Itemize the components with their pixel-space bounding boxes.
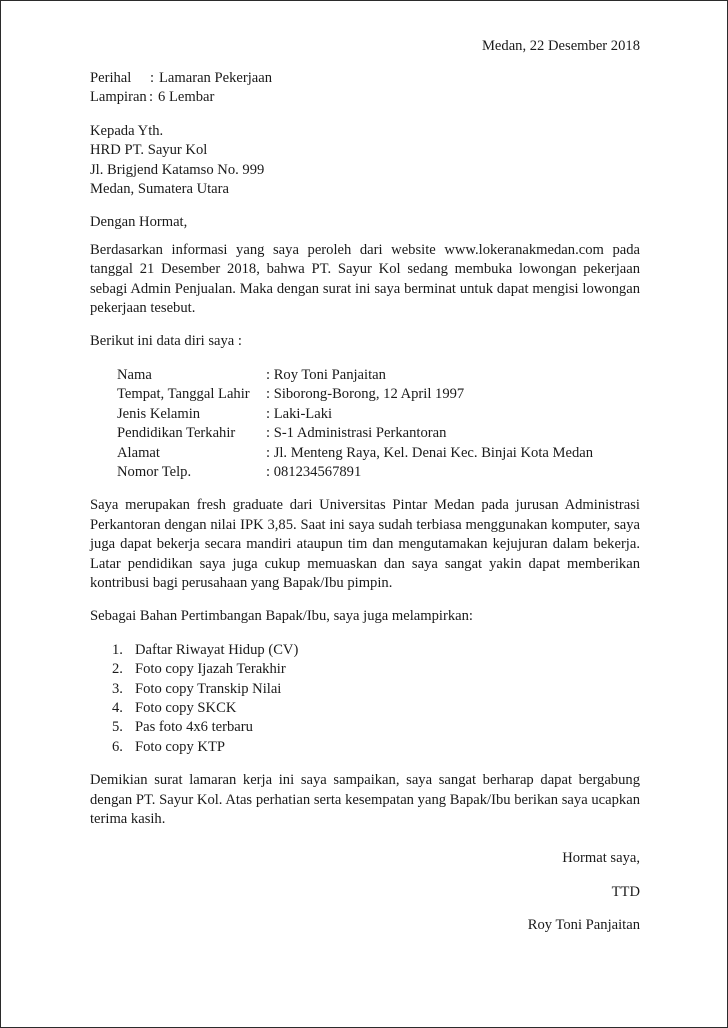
data-value: : Siborong-Borong, 12 April 1997 (266, 386, 465, 403)
intro-paragraph: Berdasarkan informasi yang saya peroleh dari website www.lokeranakmedan.com pada tanggal 21 Desember 2018, bahwa PT. Sayur Kol sedang membuka lowongan pekerjaan sebagi Admin Penjualan. Maka dengan surat ini saya berminat untuk dapat mengisi lowongan pekerjaan tesebut. (90, 241, 640, 317)
data-key: Tempat, Tanggal Lahir (117, 386, 250, 403)
perihal-value: Lamaran Pekerjaan (159, 70, 273, 86)
attachment-item (112, 718, 640, 737)
recipient-line: Jl. Brigjend Katamso No. 999 (90, 161, 265, 178)
data-value: : Jl. Menteng Raya, Kel. Denai Kec. Binjai Kota Medan (266, 444, 594, 461)
background-paragraph: Saya merupakan fresh graduate dari Universitas Pintar Medan pada jurusan Administrasi Perkantoran dengan nilai IPK 3,85. Saat ini saya sudah terbiasa menggunakan komputer, saya juga dapat bekerja secara mandiri ataupun tim dan mengutamakan kejujuran dalam bekerja. Latar pendidikan saya juga cukup memuaskan dan saya sangat yakin dapat memberikan kontribusi bagi perusahaan yang Bapak/Ibu pimpin. (90, 497, 640, 591)
personal-data-row (117, 385, 640, 404)
data-key: Nomor Telp. (117, 463, 192, 480)
attachment-text: Foto copy SKCK (135, 699, 237, 716)
personal-data-row (117, 444, 640, 463)
attachment-item (112, 738, 640, 757)
attachment-text: Foto copy Ijazah Terakhir (135, 661, 286, 678)
data-value: : 081234567891 (266, 463, 362, 480)
signature-mark: TTD (611, 883, 640, 900)
lampiran-separator: : (149, 89, 154, 106)
data-value: : S-1 Administrasi Perkantoran (266, 425, 447, 442)
attachment-number: 5. (112, 719, 123, 736)
attachment-item (112, 680, 640, 699)
attachment-text: Daftar Riwayat Hidup (CV) (135, 641, 299, 658)
personal-data-row (117, 424, 640, 443)
letter-header (90, 69, 640, 108)
data-value: : Roy Toni Panjaitan (266, 366, 386, 383)
recipient-line: Medan, Sumatera Utara (90, 181, 229, 198)
lampiran-row (90, 88, 640, 107)
personal-data-row (117, 463, 640, 482)
closing-salutation: Hormat saya, (562, 850, 640, 867)
attachment-number: 1. (112, 641, 123, 658)
attachment-item (112, 641, 640, 660)
attachment-number: 2. (112, 661, 123, 678)
signer-name: Roy Toni Panjaitan (527, 917, 640, 934)
recipient-line: Kepada Yth. (90, 122, 164, 139)
data-key: Nama (117, 366, 152, 383)
data-key: Jenis Kelamin (117, 405, 201, 422)
letter-date: Medan, 22 Desember 2018 (481, 38, 640, 54)
attachments-list (90, 641, 640, 757)
lampiran-value: 6 Lembar (158, 89, 215, 106)
personal-data-list (90, 366, 640, 482)
greeting: Dengan Hormat, (90, 214, 188, 231)
attachment-text: Foto copy KTP (135, 738, 225, 755)
recipient-line: HRD PT. Sayur Kol (90, 142, 208, 159)
personal-data-row (117, 366, 640, 385)
attachment-number: 3. (112, 680, 123, 697)
data-value: : Laki-Laki (266, 405, 333, 422)
attachment-number: 4. (112, 699, 123, 716)
attachment-text: Pas foto 4x6 terbaru (135, 719, 253, 736)
perihal-separator: : (150, 70, 155, 86)
attachment-item (112, 699, 640, 718)
lampiran-label: Lampiran (90, 89, 147, 106)
attachment-item (112, 660, 640, 679)
personal-data-row (117, 405, 640, 424)
attachment-text: Foto copy Transkip Nilai (135, 680, 282, 697)
data-key: Alamat (117, 444, 160, 461)
perihal-label: Perihal (90, 70, 132, 86)
perihal-row (90, 69, 640, 88)
attachment-number: 6. (112, 738, 123, 755)
data-key: Pendidikan Terkahir (117, 425, 236, 442)
closing-paragraph: Demikian surat lamaran kerja ini saya sampaikan, saya sangat berharap dapat bergabung dengan PT. Sayur Kol. Atas perhatian serta kesempatan yang Bapak/Ibu berikan saya ucapkan terima kasih. (90, 772, 640, 827)
letter-body (90, 37, 640, 936)
recipient-address (90, 122, 640, 200)
data-intro: Berikut ini data diri saya : (90, 333, 242, 350)
attachments-intro: Sebagai Bahan Pertimbangan Bapak/Ibu, saya juga melampirkan: (90, 608, 473, 625)
